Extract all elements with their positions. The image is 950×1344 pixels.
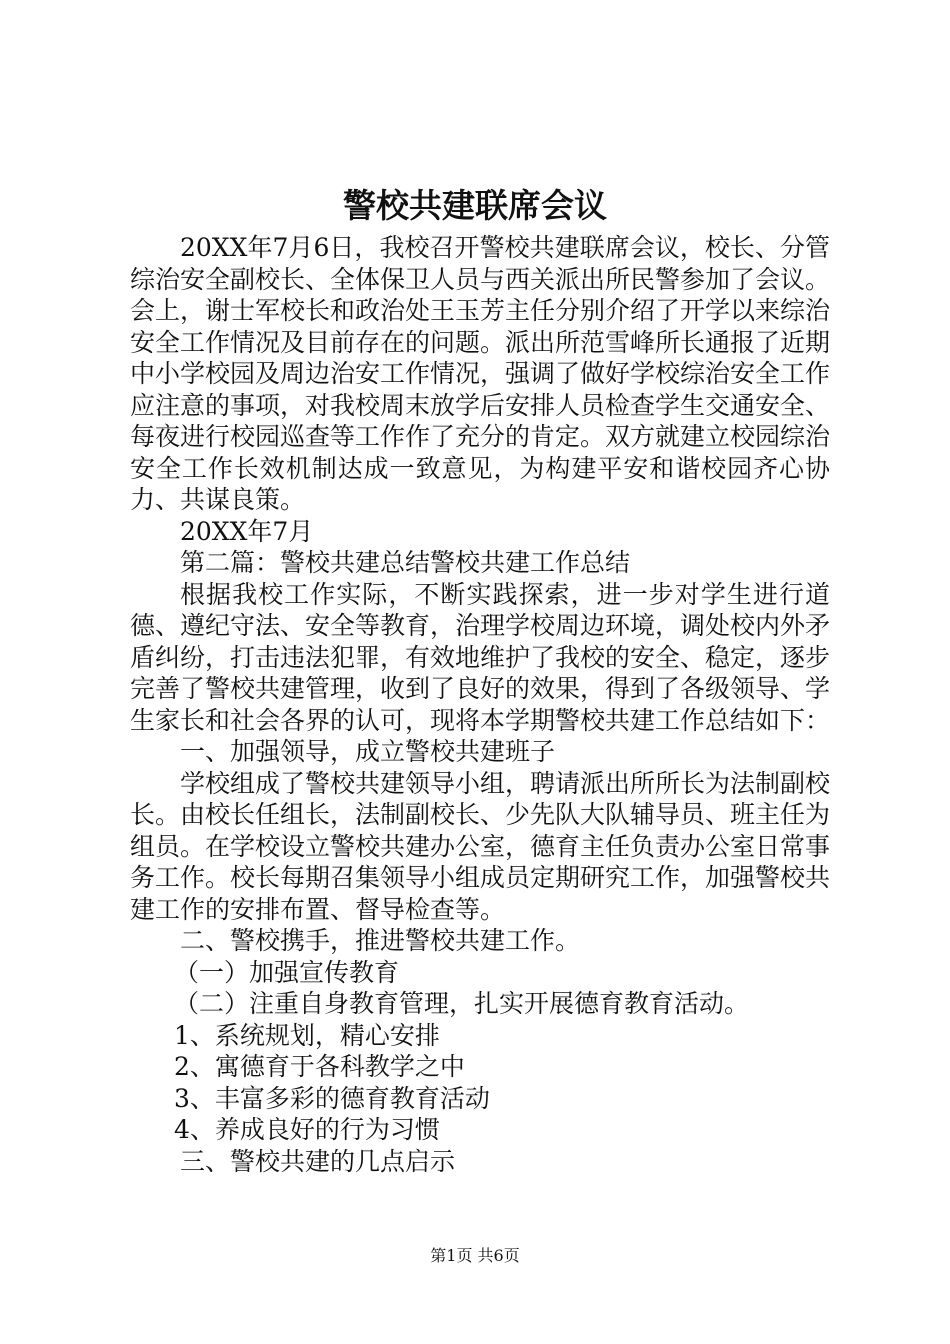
heading-section-one: 一、加强领导，成立警校共建班子 [180,737,556,766]
page-number-footer: 第1页 共6页 [430,1246,520,1265]
subheading-self-management: （二）注重自身教育管理，扎实开展德育教育活动。 [174,989,750,1018]
paragraph-leadership-group: 学校组成了警校共建领导小组，聘请派出所所长为法制副校长。由校长任组长，法制副校长、少先队大队辅导员、班主任为组员。在学校设立警校共建办公室，德育主任负责办公室日常事务工作。校长每期召集领导小组成员定期研究工作，加强警校共建工作的安排布置、督导检查等。 [130,768,831,924]
paragraph-date: 20XX年7月 [180,516,314,546]
heading-section-two: 二、警校携手，推进警校共建工作。 [180,926,581,955]
subheading-publicity: （一）加强宣传教育 [174,957,400,987]
document-title: 警校共建联席会议 [343,186,607,225]
list-item-moral-in-teaching: 2、寓德育于各科教学之中 [174,1052,465,1081]
paragraph-meeting-summary: 20XX年7月6日，我校召开警校共建联席会议，校长、分管综治安全副校长、全体保卫人员与西关派出所民警参加了会议。会上，谢士军校长和政治处王玉芳主任分别介绍了开学以来综治安全工作情况及目前存在的问题。派出所范雪峰所长通报了近期中小学校园及周边治安工作情况，强调了做好学校综治安全工作应注意的事项，对我校周末放学后安排人员检查学生交通安全、每夜进行校园巡查等工作作了充分的肯定。双方就建立校园综治安全工作长效机制达成一致意见，为构建平安和谐校园齐心协力、共谋良策。 [130,233,831,514]
document-body [130,232,830,1177]
list-item-habits: 4、养成良好的行为习惯 [174,1115,440,1144]
section-heading-part-two: 第二篇：警校共建总结警校共建工作总结 [180,548,631,577]
list-item-planning: 1、系统规划，精心安排 [174,1020,440,1050]
paragraph-introduction: 根据我校工作实际，不断实践探索，进一步对学生进行道德、遵纪守法、安全等教育，治理学校周边环境，调处校内外矛盾纠纷，打击违法犯罪，有效地维护了我校的安全、稳定，逐步完善了警校共建管理，收到了良好的效果，得到了各级领导、学生家长和社会各界的认可，现将本学期警校共建工作总结如下： [130,579,831,735]
heading-section-three: 三、警校共建的几点启示 [180,1146,456,1176]
list-item-activities: 3、丰富多彩的德育教育活动 [174,1083,490,1113]
